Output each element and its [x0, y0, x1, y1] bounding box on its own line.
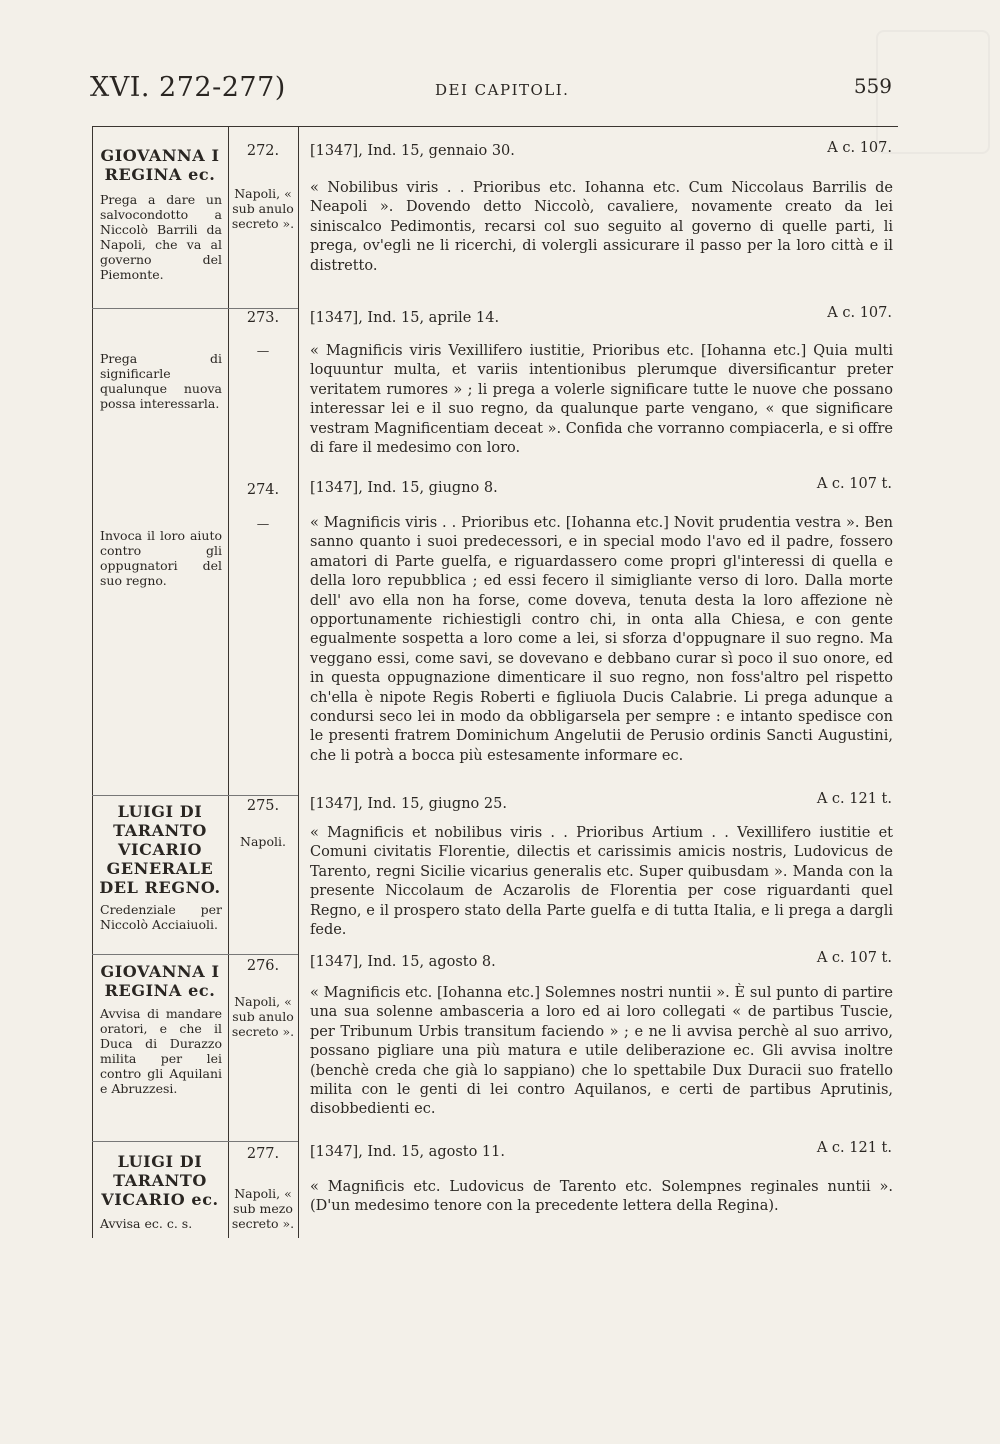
entry-place: Napoli, « sub anulo secreto ». — [231, 994, 295, 1039]
entry-summary: Prega di significarle qualunque nuova possa interessarla. — [100, 351, 222, 411]
entry-summary: Avvisa di mandare oratori, e che il Duca di Durazzo milita per lei contro gli Aquilani e Abruzzesi. — [100, 1006, 222, 1096]
left-border-rule — [92, 126, 93, 1238]
entry-summary: Invoca il loro aiuto contro gli oppugnatori del suo regno. — [100, 528, 222, 588]
entry-number: 274. — [246, 482, 280, 498]
entry-place: — — [256, 343, 270, 358]
entry-reference: A c. 107. — [827, 305, 892, 321]
page-number: 559 — [853, 74, 892, 98]
top-rule — [92, 126, 898, 127]
entry-date: [1347], Ind. 15, aprile 14. — [310, 310, 500, 326]
entry-text: « Magnificis etc. Ludovicus de Tarento etc. Solempnes reginales nuntii ». (D'un medesimo tenore con la precedente lettera della Regina). — [310, 1179, 893, 1215]
entry-sender: GIOVANNA I REGINA ec. — [100, 146, 220, 184]
entry-reference: A c. 121 t. — [816, 791, 892, 807]
running-title: DEI CAPITOLI. — [435, 81, 570, 99]
entry-separator — [92, 308, 298, 309]
entry-summary: Avvisa ec. c. s. — [100, 1216, 193, 1231]
number-column-rule — [298, 126, 299, 1238]
entry-text: « Magnificis et nobilibus viris . . Prioribus Artium . . Vexillifero iustitie et Comuni civitatis Florentie, dilectis et carissimis amicis nostris, Ludovicus de Tarento, regni Sicilie vicarius generalis etc. Super quibusdam ». Manda con la presente Niccolaum de Aczarolis de Florentia per cose riguardanti quel Regno, e il prospero stato della Parte guelfa e di tutta Italia, e li prega a dargli fede. — [310, 825, 893, 939]
entry-text: « Magnificis viris Vexillifero iustitie, Prioribus etc. [Iohanna etc.] Quia multi loquuntur multa, et variis intentionibus plerumque diversificantur preter veritatem rumores » ; li prega a volerle significare tutte le nuove che possano interessar lei e il suo regno, da qualunque parte vengano, « que significare vestram Magnificentiam deceat ». Confida che vorranno compiacerla, e si offre di fare il medesimo con loro. — [310, 343, 893, 457]
entry-number: 272. — [246, 143, 280, 159]
left-column-rule — [228, 126, 229, 1238]
entry-date: [1347], Ind. 15, agosto 8. — [310, 954, 496, 970]
entry-reference: A c. 107. — [827, 140, 892, 156]
entry-date: [1347], Ind. 15, gennaio 30. — [310, 143, 515, 159]
entry-separator — [92, 954, 298, 955]
page-header — [90, 72, 898, 112]
entry-place: Napoli, « sub anulo secreto ». — [231, 186, 295, 231]
entry-sender: GIOVANNA I REGINA ec. — [100, 962, 220, 1000]
entry-text: « Magnificis etc. [Iohanna etc.] Solemnes nostri nuntii ». È sul punto di partire una sua solenne ambasceria a loro ed ai loro collegati « de partibus Tuscie, per Tribunum Urbis transitum faciendo » ; e ne li avvisa perchè al suo arrivo, possano pigliare una più matura e utile deliberazione ec. Gli avvisa inoltre (benchè creda che già lo sappiano) che lo spettabile Dux Duracii suo fratello milita con le genti di lei contro Aquilanos, e certi de partibus Aprutinis, disobbedienti ec. — [310, 985, 893, 1118]
entry-place: Napoli, « sub mezo secreto ». — [231, 1186, 295, 1231]
entry-summary: Credenziale per Niccolò Acciaiuoli. — [100, 902, 222, 932]
entry-date: [1347], Ind. 15, agosto 11. — [310, 1144, 505, 1160]
entry-sender: LUIGI DI TARANTO VICARIO GENERALE DEL REGNO. — [99, 802, 221, 897]
entry-text: « Nobilibus viris . . Prioribus etc. Iohanna etc. Cum Niccolaus Barrilis de Neapoli ». Dovendo detto Niccolò, cavaliere, novamente creato da lei siniscalco Pedimontis, recarsi col suo seguito al governo di quelle parti, li prega, ov'egli ne li ricerchi, di volergli assicurare il passo per la loro città e il distretto. — [310, 180, 893, 274]
entry-text: « Magnificis viris . . Prioribus etc. [Iohanna etc.] Novit prudentia vestra ». Ben sanno quanto i suoi predecessori, e in special modo l'avo ed il padre, fossero amatori di Parte guelfa, e riguardassero come propri gl'interessi di quella e della loro repubblica ; ed essi fecero il simigliante verso di loro. Dalla morte dell' avo ella non ha forse, come doveva, tenuta desta la loro affezione nè opportunamente richiestigli contro chi, in onta alla Chiesa, e con gente egualmente sospetta a loro come a lei, si sforza d'oppugnare il suo regno. Ma veggano essi, come savi, se dovevano e debbano curar sì poco il suo onore, ed in questa oppugnazione dimenticare il suo regno, non foss'altro pel rispetto ch'ella è nipote Regis Roberti e figliuola Ducis Calabrie. Li prega adunque a condursi seco lei in modo da obbligarsela per sempre : e intanto spedisce con le presenti fratrem Dominichum Angelutii de Perusio ordinis Sancti Augustini, che li potrà a bocca più estesamente informare ec. — [310, 515, 893, 764]
entry-place: — — [256, 516, 270, 531]
section-range: XVI. 272-277) — [90, 72, 286, 103]
entry-place: Napoli. — [240, 834, 286, 849]
entry-separator — [92, 1141, 298, 1142]
entry-number: 277. — [246, 1146, 280, 1162]
entry-number: 273. — [246, 310, 280, 326]
entry-separator — [92, 795, 298, 796]
entry-sender: LUIGI DI TARANTO VICARIO ec. — [101, 1152, 219, 1209]
entry-reference: A c. 107 t. — [816, 476, 892, 492]
entry-summary: Prega a dare un salvocondotto a Niccolò Barrili da Napoli, che va al governo del Piemonte. — [100, 192, 222, 282]
entry-reference: A c. 121 t. — [816, 1140, 892, 1156]
entry-reference: A c. 107 t. — [816, 950, 892, 966]
entry-number: 275. — [246, 798, 280, 814]
entry-date: [1347], Ind. 15, giugno 8. — [310, 480, 498, 496]
entry-date: [1347], Ind. 15, giugno 25. — [310, 796, 507, 812]
entry-number: 276. — [246, 958, 280, 974]
